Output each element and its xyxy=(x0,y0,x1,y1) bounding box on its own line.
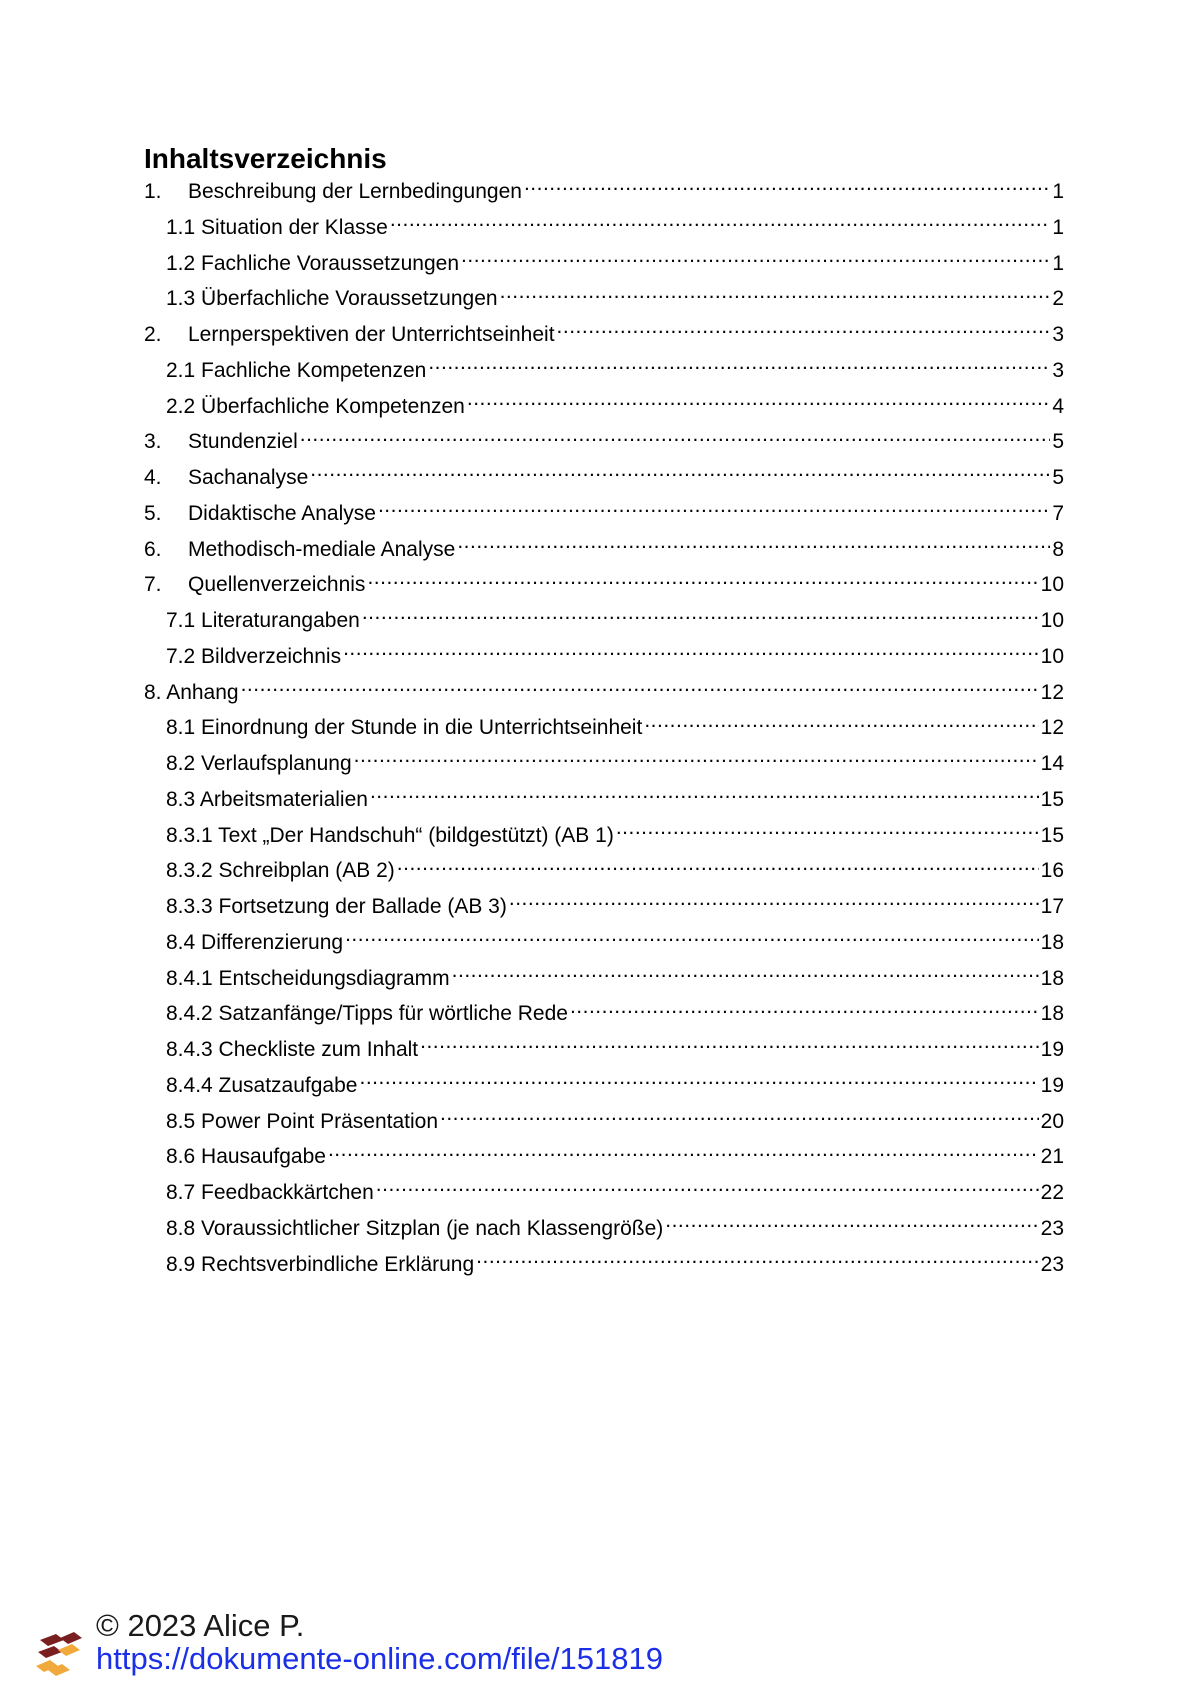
dokumente-online-logo-icon xyxy=(34,1630,86,1678)
toc-entry[interactable] xyxy=(144,746,1064,782)
toc-entry-page-number: 10 xyxy=(1040,573,1064,597)
toc-dot-leader xyxy=(362,606,1039,627)
toc-entry-page-number: 21 xyxy=(1040,1145,1064,1169)
toc-entry-page-number: 20 xyxy=(1040,1109,1064,1133)
toc-entry-label: 8.3 Arbeitsmaterialien xyxy=(166,787,368,811)
toc-entry-number: 3. xyxy=(144,430,162,454)
toc-dot-leader xyxy=(467,392,1050,413)
toc-entry-label: Lernperspektiven der Unterrichtseinheit xyxy=(188,323,555,346)
toc-entry-page-number: 10 xyxy=(1040,609,1064,632)
toc-entry-page-number: 8 xyxy=(1052,537,1064,561)
toc-dot-leader xyxy=(461,249,1050,270)
toc-entry-label: 7.1 Literaturangaben xyxy=(166,609,360,632)
toc-entry-page-number: 19 xyxy=(1040,1038,1064,1061)
toc-dot-leader xyxy=(343,642,1039,663)
toc-entry-page-number: 16 xyxy=(1040,859,1064,883)
toc-dot-leader xyxy=(241,678,1039,699)
toc-dot-leader xyxy=(500,284,1051,305)
toc-dot-leader xyxy=(310,463,1050,484)
toc-entry[interactable] xyxy=(144,210,1064,246)
toc-entry[interactable] xyxy=(144,1032,1064,1068)
toc-entry-page-number: 4 xyxy=(1052,394,1064,418)
toc-entry-page-number: 2 xyxy=(1052,287,1064,311)
toc-entry-label: 8.1 Einordnung der Stunde in die Unterrichtseinheit xyxy=(166,716,643,740)
toc-entry-label: 8.9 Rechtsverbindliche Erklärung xyxy=(166,1252,475,1276)
toc-entry-label: 7.2 Bildverzeichnis xyxy=(166,644,342,668)
toc-entry[interactable] xyxy=(144,889,1064,925)
toc-entry-page-number: 18 xyxy=(1040,1002,1064,1026)
toc-entry-label: 8.3.3 Fortsetzung der Ballade (AB 3) xyxy=(166,895,507,918)
toc-dot-leader xyxy=(345,928,1039,949)
toc-entry-label: 2.1 Fachliche Kompetenzen xyxy=(166,358,427,382)
toc-dot-leader xyxy=(665,1214,1038,1235)
toc-entry[interactable] xyxy=(144,1104,1064,1140)
toc-dot-leader xyxy=(570,999,1039,1020)
toc-entry-label: 8.4.1 Entscheidungsdiagramm xyxy=(166,966,450,990)
toc-entry-label: Stundenziel xyxy=(188,430,298,454)
toc-entry[interactable] xyxy=(144,996,1064,1032)
toc-entry[interactable] xyxy=(144,1247,1064,1283)
toc-entry-label: 1.1 Situation der Klasse xyxy=(166,215,388,239)
toc-entry[interactable] xyxy=(144,710,1064,746)
toc-entry-label: 8.4.3 Checkliste zum Inhalt xyxy=(166,1038,419,1061)
toc-entry-label: 8.8 Voraussichtlicher Sitzplan (je nach Klassengröße) xyxy=(166,1216,664,1240)
toc-entry-page-number: 18 xyxy=(1040,930,1064,954)
footer-copyright: © 2023 Alice P. xyxy=(96,1608,305,1643)
toc-entry-label: 8.2 Verlaufsplanung xyxy=(166,752,352,775)
toc-entry-number: 2. xyxy=(144,323,162,346)
toc-entry[interactable] xyxy=(144,675,1064,711)
toc-entry[interactable] xyxy=(144,1139,1064,1175)
toc-entry[interactable] xyxy=(144,1211,1064,1247)
footer-source-link[interactable]: https://dokumente-online.com/file/151819 xyxy=(96,1641,663,1676)
toc-entry-label: 1.3 Überfachliche Voraussetzungen xyxy=(166,287,498,311)
toc-entry-label: Methodisch-mediale Analyse xyxy=(188,537,456,561)
toc-entry[interactable] xyxy=(144,1068,1064,1104)
toc-entry-label: 8.6 Hausaufgabe xyxy=(166,1145,326,1169)
toc-entry-label: 8.4.4 Zusatzaufgabe xyxy=(166,1073,358,1097)
toc-entry[interactable] xyxy=(144,925,1064,961)
toc-dot-leader xyxy=(390,213,1051,234)
toc-entry[interactable] xyxy=(144,961,1064,997)
toc-entry[interactable] xyxy=(144,496,1064,532)
toc-entry-label: 8. Anhang xyxy=(144,680,239,704)
toc-entry-page-number: 1 xyxy=(1052,215,1064,239)
toc-entry-page-number: 10 xyxy=(1040,644,1064,668)
toc-entry[interactable] xyxy=(144,353,1064,389)
toc-dot-leader xyxy=(397,856,1039,877)
toc-entry-label: 8.3.2 Schreibplan (AB 2) xyxy=(166,859,395,883)
toc-entry[interactable] xyxy=(144,281,1064,317)
toc-entry-page-number: 3 xyxy=(1052,358,1064,382)
toc-entry-page-number: 1 xyxy=(1052,180,1064,203)
toc-entry[interactable] xyxy=(144,818,1064,854)
toc-entry-label: 8.5 Power Point Präsentation xyxy=(166,1109,438,1133)
toc-entry-page-number: 17 xyxy=(1040,895,1064,918)
toc-dot-leader xyxy=(359,1071,1038,1092)
toc-entry-label: 1.2 Fachliche Voraussetzungen xyxy=(166,251,460,275)
toc-entry-page-number: 1 xyxy=(1052,251,1064,275)
toc-dot-leader xyxy=(524,177,1050,198)
toc-title: Inhaltsverzeichnis xyxy=(144,143,387,174)
toc-dot-leader xyxy=(440,1107,1039,1128)
toc-entry-page-number: 18 xyxy=(1040,966,1064,990)
toc-dot-leader xyxy=(378,499,1050,520)
toc-dot-leader xyxy=(509,892,1039,913)
toc-entry-label: 2.2 Überfachliche Kompetenzen xyxy=(166,394,465,418)
toc-entry-page-number: 5 xyxy=(1052,430,1064,454)
toc-entry-page-number: 23 xyxy=(1040,1216,1064,1240)
toc-dot-leader xyxy=(370,785,1039,806)
toc-entry[interactable] xyxy=(144,603,1064,639)
toc-entry-number: 1. xyxy=(144,180,162,203)
toc-entry-number: 6. xyxy=(144,537,162,561)
toc-dot-leader xyxy=(644,713,1038,734)
toc-entry-label: Beschreibung der Lernbedingungen xyxy=(188,180,522,203)
toc-entry-label: Didaktische Analyse xyxy=(188,501,376,525)
toc-entry-number: 7. xyxy=(144,573,162,597)
footer xyxy=(34,1608,1134,1688)
toc-entry[interactable] xyxy=(144,246,1064,282)
toc-dot-leader xyxy=(616,821,1039,842)
toc-entry[interactable] xyxy=(144,389,1064,425)
toc-entry-page-number: 19 xyxy=(1040,1073,1064,1097)
toc-entry-label: 8.3.1 Text „Der Handschuh“ (bildgestützt) (AB 1) xyxy=(166,823,614,847)
toc-entry-label: Sachanalyse xyxy=(188,466,309,489)
toc-dot-leader xyxy=(300,427,1051,448)
toc-entry-label: 8.4 Differenzierung xyxy=(166,930,344,954)
toc-dot-leader xyxy=(557,320,1051,341)
toc-dot-leader xyxy=(428,356,1050,377)
toc-entry-page-number: 14 xyxy=(1040,752,1064,775)
toc-entry[interactable] xyxy=(144,532,1064,568)
toc-entry-number: 4. xyxy=(144,466,162,489)
toc-dot-leader xyxy=(367,570,1038,591)
toc-dot-leader xyxy=(354,749,1039,770)
toc-entry-page-number: 22 xyxy=(1040,1181,1064,1204)
toc-entry[interactable] xyxy=(144,424,1064,460)
toc-list xyxy=(144,174,1064,1282)
toc-entry[interactable] xyxy=(144,853,1064,889)
toc-entry-page-number: 3 xyxy=(1052,323,1064,346)
toc-entry-number: 5. xyxy=(144,501,162,525)
toc-entry[interactable] xyxy=(144,174,1064,210)
toc-dot-leader xyxy=(476,1250,1038,1271)
toc-entry-page-number: 15 xyxy=(1040,787,1064,811)
toc-entry[interactable] xyxy=(144,460,1064,496)
toc-entry[interactable] xyxy=(144,1175,1064,1211)
toc-entry-label: Quellenverzeichnis xyxy=(188,573,366,597)
toc-entry-page-number: 5 xyxy=(1052,466,1064,489)
toc-dot-leader xyxy=(452,964,1039,985)
toc-entry-page-number: 23 xyxy=(1040,1252,1064,1276)
toc-entry-page-number: 15 xyxy=(1040,823,1064,847)
toc-entry-label: 8.7 Feedbackkärtchen xyxy=(166,1181,374,1204)
toc-entry[interactable] xyxy=(144,317,1064,353)
toc-dot-leader xyxy=(376,1178,1039,1199)
toc-dot-leader xyxy=(328,1142,1039,1163)
toc-entry[interactable] xyxy=(144,567,1064,603)
toc-entry-page-number: 7 xyxy=(1052,501,1064,525)
toc-entry-page-number: 12 xyxy=(1040,680,1064,704)
toc-dot-leader xyxy=(457,535,1050,556)
toc-entry-page-number: 12 xyxy=(1040,716,1064,740)
toc-entry[interactable] xyxy=(144,782,1064,818)
toc-dot-leader xyxy=(420,1035,1039,1056)
toc-entry-label: 8.4.2 Satzanfänge/Tipps für wörtliche Rede xyxy=(166,1002,568,1026)
toc-entry[interactable] xyxy=(144,639,1064,675)
